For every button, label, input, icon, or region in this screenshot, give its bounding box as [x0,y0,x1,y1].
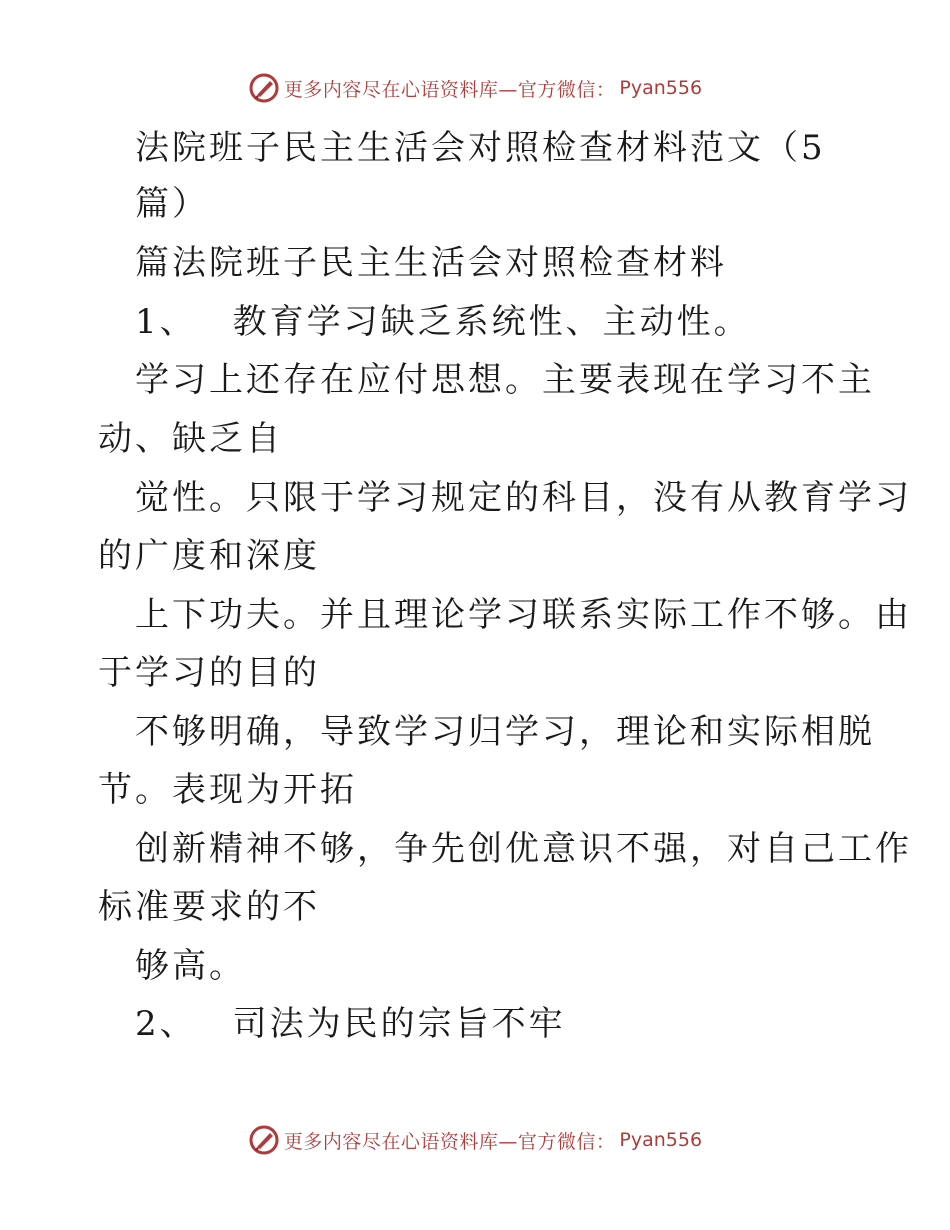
paragraph-line: 标准要求的不 [98,887,320,927]
paragraph-line: 的广度和深度 [98,536,320,576]
banner-text: 更多内容尽在心语资料库—官方微信： [283,1130,616,1153]
paragraph-line: 不够明确，导致学习归学习，理论和实际相脱 [135,712,875,752]
list-item-1-text: 教育学习缺乏系统性、主动性。 [232,302,751,342]
paragraph-line: 学习上还存在应付思想。主要表现在学习不主 [135,360,875,400]
paragraph-line: 动、缺乏自 [98,419,283,459]
banner-wechat-id: Pyan556 [619,1129,703,1151]
doc-subtitle: 篇法院班子民主生活会对照检查材料 [135,243,727,283]
list-item-2 [135,1004,566,1044]
doc-title-line1: 法院班子民主生活会对照检查材料范文（5 [135,128,826,168]
list-item-2-number: 2、 [135,1004,197,1044]
paragraph-line: 于学习的目的 [98,653,320,693]
list-item-2-text: 司法为民的宗旨不牢 [232,1004,566,1044]
footer-banner [0,1124,950,1156]
header-banner [0,72,950,104]
paragraph-line: 觉性。只限于学习规定的科目，没有从教育学习 [135,478,912,518]
banner-wechat-id: Pyan556 [619,77,703,99]
list-item-1 [135,302,751,342]
paragraph-line: 节。表现为开拓 [98,770,357,810]
paragraph-line: 上下功夫。并且理论学习联系实际工作不够。由 [135,595,912,635]
list-item-1-number: 1、 [135,302,197,342]
doc-title-line2: 篇） [135,184,209,224]
banner-text: 更多内容尽在心语资料库—官方微信： [283,78,616,101]
pen-logo-icon [248,72,280,104]
pen-logo-icon [248,1124,280,1156]
paragraph-line: 创新精神不够，争先创优意识不强，对自己工作 [135,829,912,869]
paragraph-line: 够高。 [135,946,246,986]
